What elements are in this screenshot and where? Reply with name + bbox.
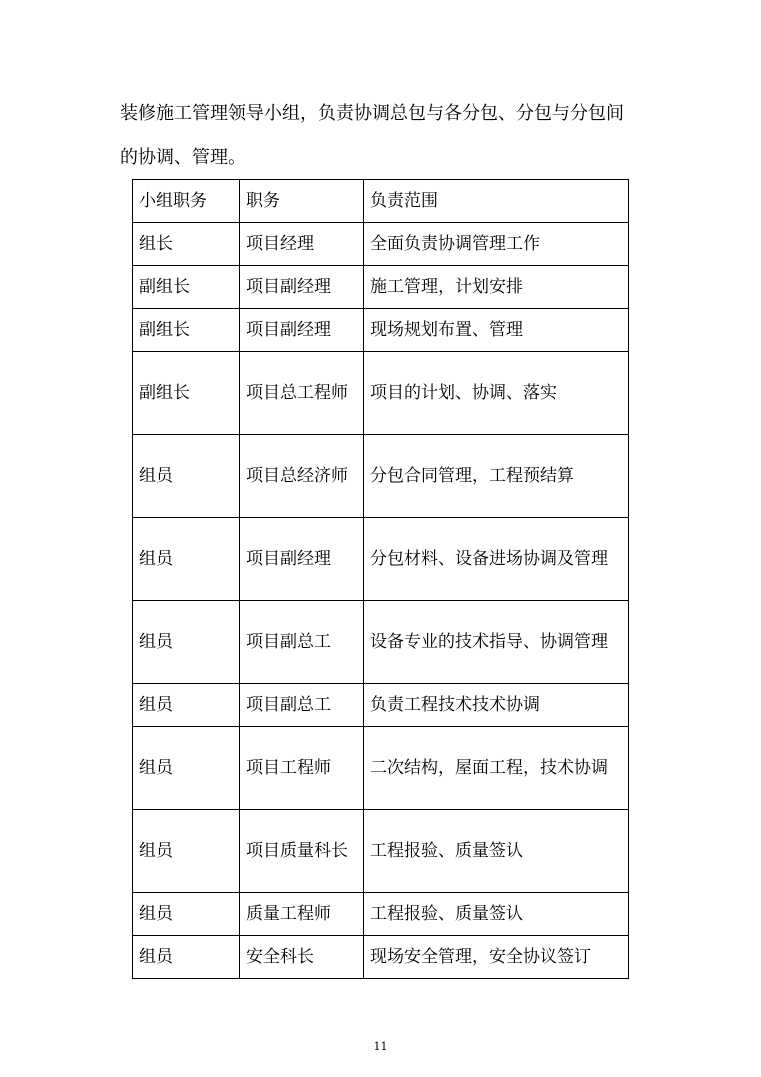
- header-position: 职务: [240, 180, 364, 223]
- cell-group-role: 组员: [133, 936, 240, 979]
- cell-responsibility: 分包材料、设备进场协调及管理: [364, 518, 629, 601]
- table-row: [133, 601, 629, 684]
- cell-responsibility: 设备专业的技术指导、协调管理: [364, 601, 629, 684]
- cell-responsibility: 工程报验、质量签认: [364, 810, 629, 893]
- header-group-role: 小组职务: [133, 180, 240, 223]
- cell-responsibility: 现场规划布置、管理: [364, 309, 629, 352]
- table-row: [133, 518, 629, 601]
- table-row: [133, 727, 629, 810]
- cell-responsibility: 工程报验、质量签认: [364, 893, 629, 936]
- leadership-group-table: [132, 179, 629, 979]
- cell-position: 安全科长: [240, 936, 364, 979]
- cell-group-role: 组长: [133, 223, 240, 266]
- intro-paragraph: 装修施工管理领导小组，负责协调总包与各分包、分包与分包间的协调、管理。: [120, 103, 624, 168]
- cell-group-role: 副组长: [133, 309, 240, 352]
- cell-responsibility: 分包合同管理，工程预结算: [364, 435, 629, 518]
- cell-position: 项目副经理: [240, 309, 364, 352]
- table-row: [133, 352, 629, 435]
- cell-position: 项目工程师: [240, 727, 364, 810]
- table-row: [133, 810, 629, 893]
- cell-position: 项目副经理: [240, 518, 364, 601]
- table-row: [133, 936, 629, 979]
- cell-group-role: 副组长: [133, 266, 240, 309]
- cell-group-role: 组员: [133, 893, 240, 936]
- header-responsibility: 负责范围: [364, 180, 629, 223]
- cell-position: 项目总经济师: [240, 435, 364, 518]
- cell-responsibility: 负责工程技术技术协调: [364, 684, 629, 727]
- cell-group-role: 副组长: [133, 352, 240, 435]
- cell-group-role: 组员: [133, 601, 240, 684]
- table-row: [133, 309, 629, 352]
- cell-group-role: 组员: [133, 684, 240, 727]
- cell-position: 项目副总工: [240, 601, 364, 684]
- table-header-row: [133, 180, 629, 223]
- cell-responsibility: 全面负责协调管理工作: [364, 223, 629, 266]
- cell-group-role: 组员: [133, 727, 240, 810]
- table-row: [133, 893, 629, 936]
- table-row: [133, 435, 629, 518]
- cell-position: 项目质量科长: [240, 810, 364, 893]
- table-row: [133, 684, 629, 727]
- cell-group-role: 组员: [133, 810, 240, 893]
- cell-responsibility: 施工管理，计划安排: [364, 266, 629, 309]
- cell-responsibility: 项目的计划、协调、落实: [364, 352, 629, 435]
- cell-position: 项目总工程师: [240, 352, 364, 435]
- cell-responsibility: 现场安全管理，安全协议签订: [364, 936, 629, 979]
- cell-position: 项目副经理: [240, 266, 364, 309]
- table-row: [133, 266, 629, 309]
- cell-group-role: 组员: [133, 518, 240, 601]
- cell-responsibility: 二次结构，屋面工程，技术协调: [364, 727, 629, 810]
- cell-position: 项目副总工: [240, 684, 364, 727]
- cell-position: 质量工程师: [240, 893, 364, 936]
- page-number: 11: [373, 1040, 388, 1053]
- cell-position: 项目经理: [240, 223, 364, 266]
- cell-group-role: 组员: [133, 435, 240, 518]
- table-row: [133, 223, 629, 266]
